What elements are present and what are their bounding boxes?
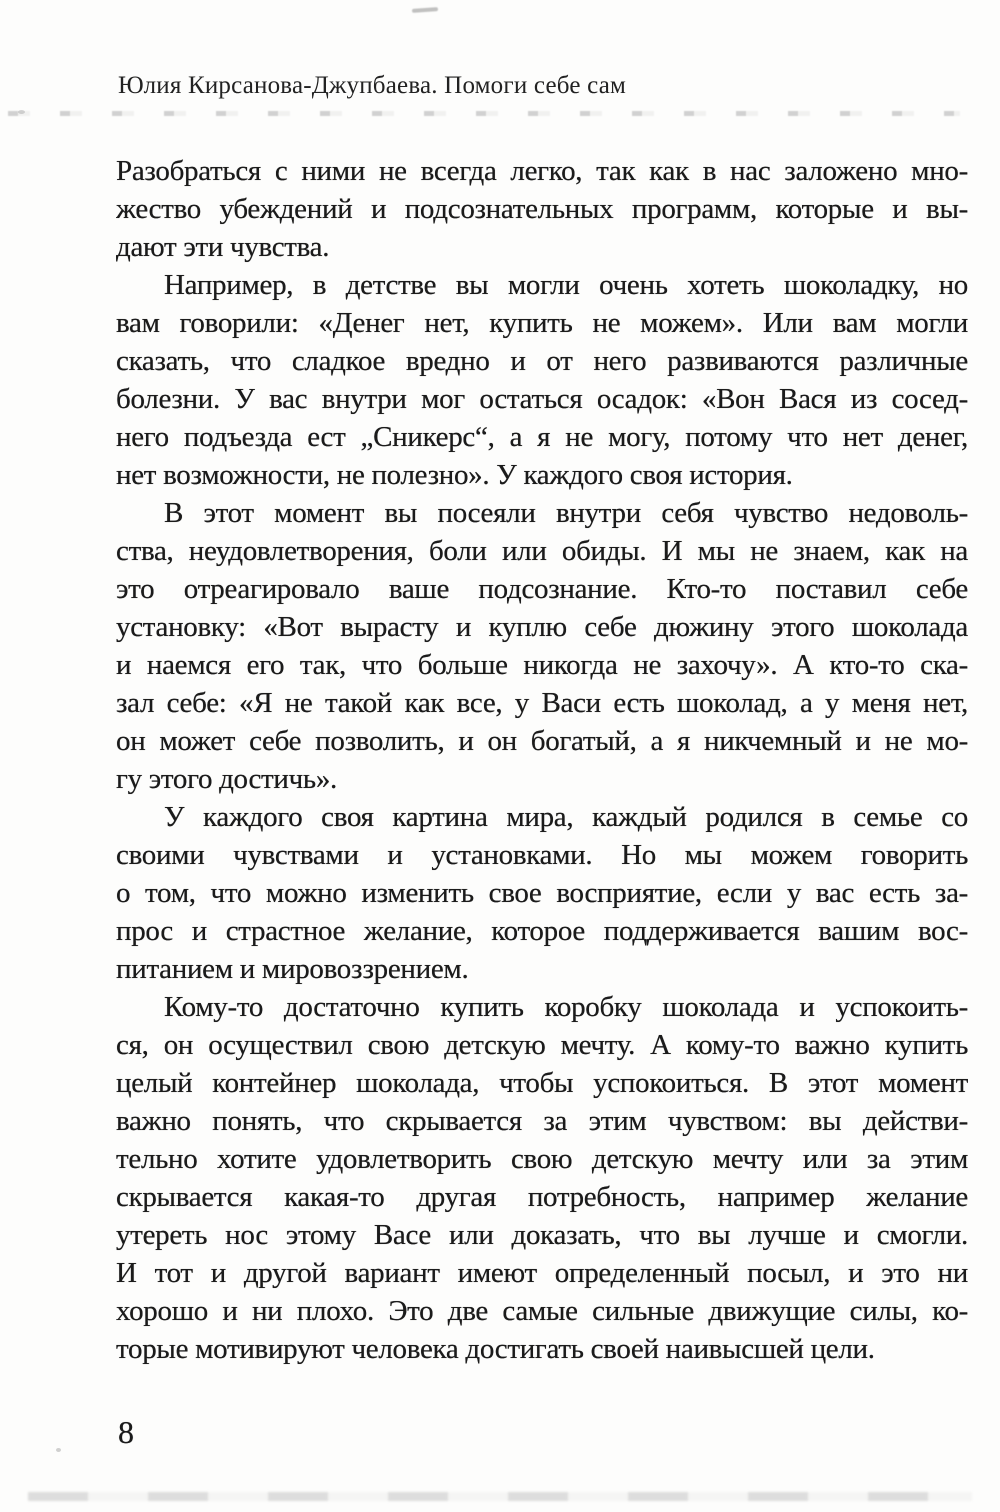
paragraph: [116, 798, 968, 988]
text-line: В этот момент вы посеяли внутри себя чувство недоволь-: [164, 497, 968, 529]
text-line: У каждого своя картина мира, каждый родился в семье со: [164, 801, 968, 833]
text-line: Разобраться с ними не всегда легко, так как в нас заложено мно-: [116, 155, 968, 187]
page-number: 8: [118, 1414, 134, 1450]
text-line: о том, что можно изменить свое восприятие, если у вас есть за-: [116, 877, 968, 909]
text-line: и наемся его так, что больше никогда не захочу». А кто-то ска-: [116, 649, 968, 681]
text-line: болезни. У вас внутри мог остаться осадок: «Вон Вася из сосед-: [116, 383, 968, 415]
text-line: жество убеждений и подсознательных программ, которые и вы-: [116, 193, 968, 225]
scan-speck: [56, 1448, 61, 1452]
scan-smudge-bottom: [28, 1492, 972, 1501]
text-line: установку: «Вот вырасту и куплю себе дюжину этого шоколада: [116, 611, 968, 643]
text-line: вам говорили: «Денег нет, купить не можем». Или вам могли: [116, 307, 968, 339]
text-line: ся, он осуществил свою детскую мечту. А кому-то важно купить: [116, 1029, 968, 1061]
text-line: прос и страстное желание, которое поддерживается вашим вос-: [116, 915, 968, 947]
text-line: гу этого достичь».: [116, 763, 338, 795]
text-line: важно понять, что скрывается за этим чувством: вы действи-: [116, 1105, 968, 1137]
text-line: сказать, что сладкое вредно и от него развиваются различные: [116, 345, 968, 377]
text-line: зал себе: «Я не такой как все, у Васи есть шоколад, а у меня нет,: [116, 687, 968, 719]
paragraph: [116, 494, 968, 798]
text-line: Например, в детстве вы могли очень хотеть шоколадку, но: [164, 269, 968, 301]
text-line: утереть нос этому Васе или доказать, что вы лучше и смогли.: [116, 1219, 968, 1251]
text-line: целый контейнер шоколада, чтобы успокоиться. В этот момент: [116, 1067, 968, 1099]
scan-speck: [18, 110, 25, 114]
text-line: дают эти чувства.: [116, 231, 330, 263]
text-line: торые мотивируют человека достигать своей наивысшей цели.: [116, 1333, 875, 1365]
text-line: своими чувствами и установками. Но мы можем говорить: [116, 839, 968, 871]
text-line: хорошо и ни плохо. Это две самые сильные движущие силы, ко-: [116, 1295, 968, 1327]
paragraph: [116, 266, 968, 494]
body-text: [116, 152, 968, 1368]
paragraph: [116, 988, 968, 1368]
text-line: это отреагировало ваше подсознание. Кто-то поставил себе: [116, 573, 968, 605]
paragraph: [116, 152, 968, 266]
text-line: питанием и мировоззрением.: [116, 953, 469, 985]
scan-smudge-top: [412, 7, 438, 13]
text-line: нет возможности, не полезно». У каждого своя история.: [116, 459, 793, 491]
text-line: него подъезда ест „Сникерс“, а я не могу, потому что нет денег,: [116, 421, 968, 453]
text-line: ства, неудовлетворения, боли или обиды. И мы не знаем, как на: [116, 535, 968, 567]
scan-smudge-line: [8, 111, 960, 116]
text-line: И тот и другой вариант имеют определенный посыл, и это ни: [116, 1257, 968, 1289]
text-line: скрывается какая-то другая потребность, например желание: [116, 1181, 968, 1213]
running-header: Юлия Кирсанова-Джупбаева. Помоги себе сам: [118, 72, 627, 99]
text-line: Кому-то достаточно купить коробку шоколада и успокоить-: [164, 991, 968, 1023]
text-line: он может себе позволить, и он богатый, а я никчемный и не мо-: [116, 725, 968, 757]
text-line: тельно хотите удовлетворить свою детскую мечту или за этим: [116, 1143, 968, 1175]
